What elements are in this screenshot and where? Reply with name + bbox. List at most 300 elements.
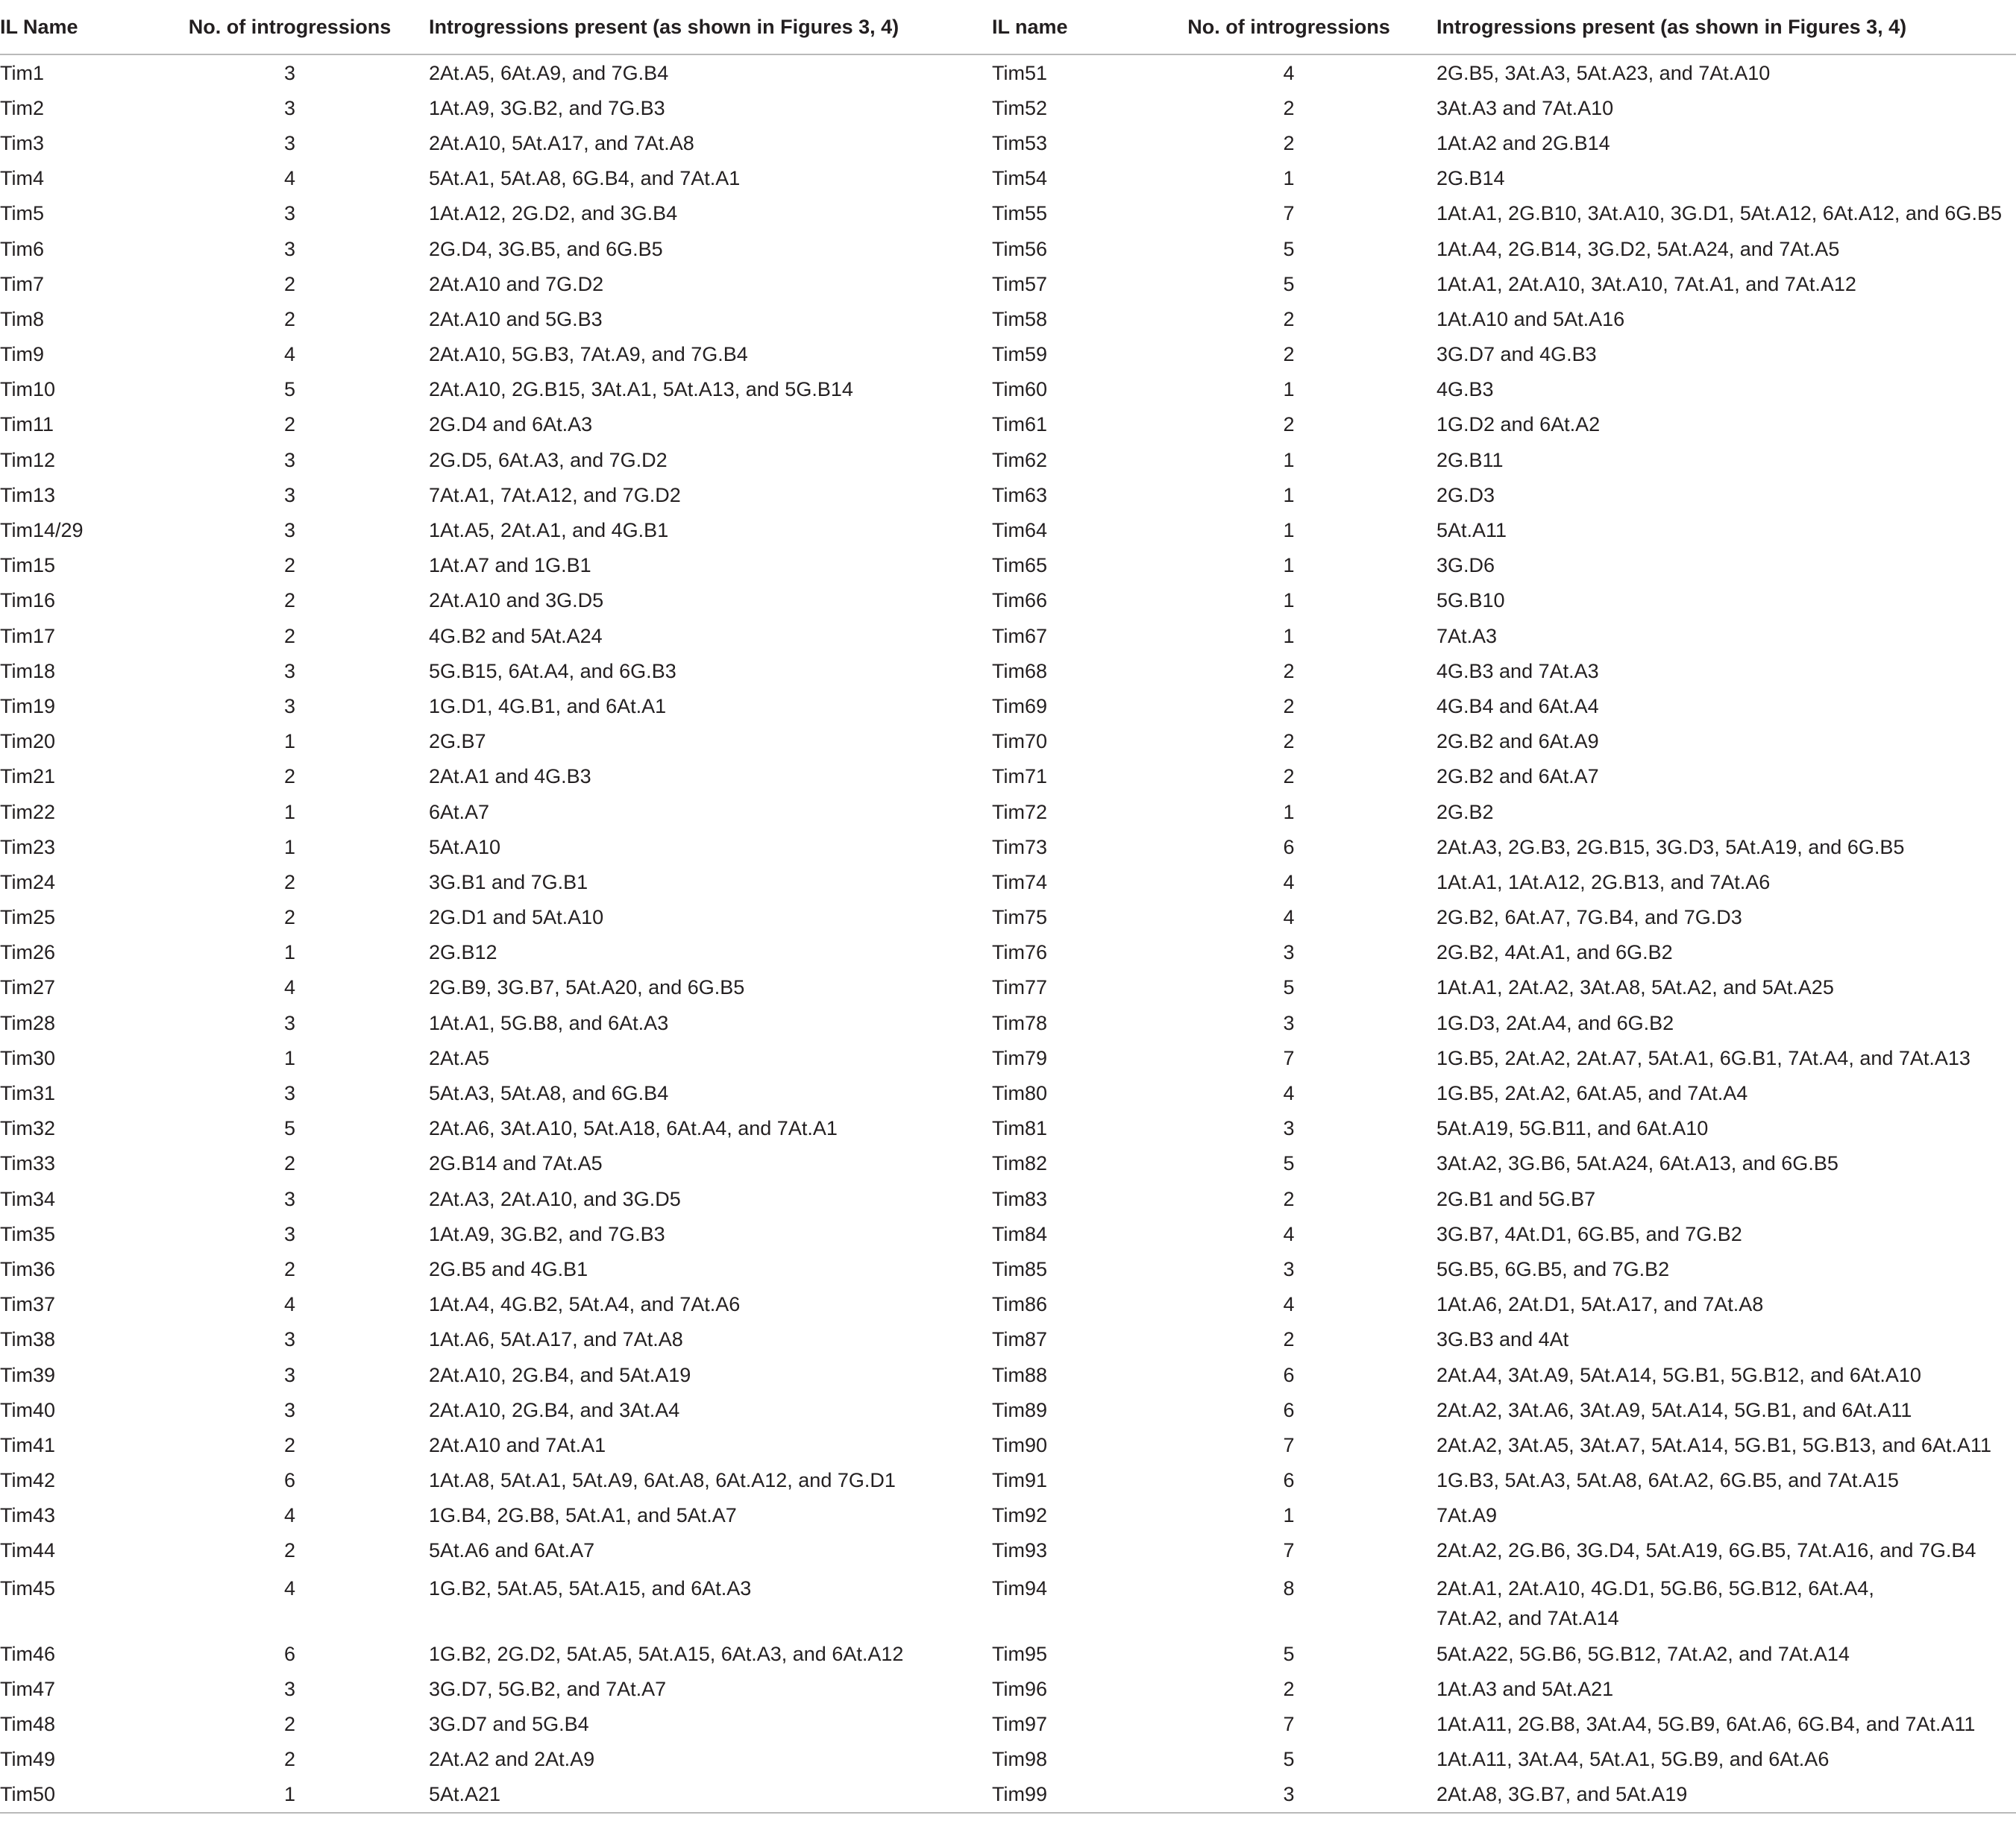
il-name-cell: Tim83 — [992, 1187, 1048, 1210]
il-name-cell: Tim84 — [992, 1222, 1048, 1245]
table-row — [0, 935, 2016, 970]
il-name-cell: Tim92 — [992, 1504, 1048, 1527]
table-row — [0, 1216, 2016, 1251]
table-row — [0, 1357, 2016, 1392]
num-introgressions-cell: 2 — [1283, 307, 1295, 330]
introgressions-cell: 5At.A3, 5At.A8, and 6G.B4 — [429, 1082, 669, 1105]
il-name-cell: Tim62 — [992, 448, 1048, 471]
header-introgressions-present-right: Introgressions present (as shown in Figures 3, 4) — [1436, 0, 2016, 54]
num-introgressions-cell: 3 — [283, 237, 296, 260]
table-body — [0, 54, 2016, 1813]
introgressions-cell: 2At.A2 and 2At.A9 — [429, 1748, 595, 1771]
num-introgressions-cell: 4 — [283, 1504, 296, 1527]
num-introgressions-cell: 2 — [283, 765, 296, 788]
num-introgressions-cell: 4 — [1283, 1222, 1295, 1245]
table-row — [0, 1181, 2016, 1216]
introgressions-cell: 5At.A19, 5G.B11, and 6At.A10 — [1436, 1117, 1709, 1140]
il-name-cell: Tim45 — [0, 1577, 56, 1600]
table-row — [0, 1251, 2016, 1286]
introgressions-cell: 2G.B5, 3At.A3, 5At.A23, and 7At.A10 — [1436, 61, 1771, 84]
introgressions-cell: 3G.D7 and 5G.B4 — [429, 1713, 589, 1736]
table-row — [0, 372, 2016, 407]
introgressions-cell: 1At.A8, 5At.A1, 5At.A9, 6At.A8, 6At.A12, and 7G.D1 — [429, 1469, 896, 1492]
il-name-cell: Tim13 — [0, 483, 56, 506]
il-name-cell: Tim2 — [0, 96, 44, 119]
introgressions-cell: 1At.A6, 5At.A17, and 7At.A8 — [429, 1328, 683, 1351]
num-introgressions-cell: 3 — [283, 96, 296, 119]
il-name-cell: Tim28 — [0, 1011, 56, 1034]
introgressions-cell: 1At.A11, 3At.A4, 5At.A1, 5G.B9, and 6At.A6 — [1436, 1748, 1830, 1771]
introgressions-cell: 2G.B2, 4At.A1, and 6G.B2 — [1436, 941, 1673, 964]
il-name-cell: Tim16 — [0, 589, 56, 612]
il-name-cell: Tim68 — [992, 659, 1048, 682]
table-row — [0, 1427, 2016, 1462]
introgressions-cell: 1At.A5, 2At.A1, and 4G.B1 — [429, 519, 669, 542]
num-introgressions-cell: 3 — [1283, 1257, 1295, 1280]
il-name-cell: Tim19 — [0, 694, 56, 717]
introgressions-cell: 5At.A10 — [429, 835, 501, 858]
table-row — [0, 724, 2016, 759]
table-row — [0, 864, 2016, 899]
introgressions-cell: 5At.A21 — [429, 1777, 992, 1813]
il-name-cell: Tim76 — [992, 941, 1048, 964]
num-introgressions-cell: 2 — [283, 1152, 296, 1175]
introgressions-cell: 1G.B3, 5At.A3, 5At.A8, 6At.A2, 6G.B5, and 7At.A15 — [1436, 1469, 1899, 1492]
il-name-cell: Tim46 — [0, 1642, 56, 1665]
table-row — [0, 1636, 2016, 1671]
il-name-cell: Tim63 — [992, 483, 1048, 506]
num-introgressions-cell: 3 — [1283, 941, 1295, 964]
il-name-cell: Tim82 — [992, 1152, 1048, 1175]
introgressions-cell: 2G.B12 — [429, 941, 497, 964]
introgressions-cell: 3G.B3 and 4At — [1436, 1328, 1569, 1351]
num-introgressions-cell: 7 — [1283, 1539, 1295, 1562]
num-introgressions-cell: 1 — [151, 1777, 429, 1813]
num-introgressions-cell: 2 — [1283, 413, 1295, 436]
num-introgressions-cell: 4 — [1283, 870, 1295, 893]
il-name-cell: Tim78 — [992, 1011, 1048, 1034]
introgressions-cell: 7At.A3 — [1436, 624, 1498, 647]
introgressions-cell: 1At.A10 and 5At.A16 — [1436, 307, 1625, 330]
introgressions-cell: 4G.B4 and 6At.A4 — [1436, 694, 1599, 717]
num-introgressions-cell: 4 — [1283, 906, 1295, 929]
il-name-cell: Tim61 — [992, 413, 1048, 436]
table-row — [0, 548, 2016, 583]
introgressions-cell: 2At.A10 and 7At.A1 — [429, 1433, 606, 1456]
il-name-cell: Tim85 — [992, 1257, 1048, 1280]
introgressions-cell: 3G.B1 and 7G.B1 — [429, 870, 588, 893]
num-introgressions-cell: 3 — [283, 1187, 296, 1210]
num-introgressions-cell: 3 — [1141, 1777, 1436, 1813]
introgressions-cell: 2G.B2 — [1436, 800, 1494, 823]
introgressions-cell: 2G.D1 and 5At.A10 — [429, 906, 604, 929]
introgressions-cell: 2At.A3, 2G.B3, 2G.B15, 3G.D3, 5At.A19, and 6G.B5 — [1436, 835, 1905, 858]
il-name-cell: Tim36 — [0, 1257, 56, 1280]
introgressions-cell — [1436, 1568, 2016, 1636]
num-introgressions-cell: 2 — [283, 624, 296, 647]
il-name-cell: Tim27 — [0, 976, 56, 999]
introgressions-cell: 4G.B3 — [1436, 378, 1494, 401]
introgressions-cell: 2At.A2, 3At.A5, 3At.A7, 5At.A14, 5G.B1, 5G.B13, and 6At.A11 — [1436, 1433, 1991, 1456]
num-introgressions-cell: 2 — [283, 307, 296, 330]
num-introgressions-cell: 6 — [1283, 1363, 1295, 1386]
num-introgressions-cell: 3 — [283, 1398, 296, 1421]
introgressions-cell: 2At.A10, 5At.A17, and 7At.A8 — [429, 131, 694, 154]
table-row — [0, 1392, 2016, 1427]
il-name-cell: Tim37 — [0, 1293, 56, 1316]
num-introgressions-cell: 2 — [1283, 765, 1295, 788]
table-row — [0, 125, 2016, 160]
il-name-cell: Tim34 — [0, 1187, 56, 1210]
num-introgressions-cell: 2 — [283, 906, 296, 929]
num-introgressions-cell: 2 — [283, 1257, 296, 1280]
num-introgressions-cell: 8 — [1283, 1577, 1295, 1600]
il-name-cell: Tim60 — [992, 378, 1048, 401]
il-name-cell: Tim87 — [992, 1328, 1048, 1351]
num-introgressions-cell: 2 — [283, 413, 296, 436]
num-introgressions-cell: 2 — [283, 554, 296, 577]
table-row — [0, 583, 2016, 618]
num-introgressions-cell: 4 — [283, 1577, 296, 1600]
introgressions-cell: 3G.B7, 4At.D1, 6G.B5, and 7G.B2 — [1436, 1222, 1742, 1245]
num-introgressions-cell: 4 — [283, 1293, 296, 1316]
num-introgressions-cell: 2 — [1283, 694, 1295, 717]
il-name-cell: Tim47 — [0, 1677, 56, 1700]
table-row — [0, 1533, 2016, 1568]
header-num-introgressions-left: No. of introgressions — [151, 0, 429, 54]
num-introgressions-cell: 3 — [283, 61, 296, 84]
table-row — [0, 1777, 2016, 1813]
il-name-cell: Tim21 — [0, 765, 56, 788]
num-introgressions-cell: 2 — [1283, 730, 1295, 753]
introgressions-cell: 2G.D3 — [1436, 483, 1495, 506]
num-introgressions-cell: 1 — [283, 941, 296, 964]
il-name-cell: Tim48 — [0, 1713, 56, 1736]
il-name-cell: Tim5 — [0, 202, 44, 225]
introgressions-cell: 7At.A1, 7At.A12, and 7G.D2 — [429, 483, 681, 506]
num-introgressions-cell: 2 — [1283, 343, 1295, 366]
introgressions-cell: 2At.A3, 2At.A10, and 3G.D5 — [429, 1187, 681, 1210]
introgressions-cell: 1At.A7 and 1G.B1 — [429, 554, 591, 577]
introgressions-cell: 2G.B2 and 6At.A9 — [1436, 730, 1599, 753]
il-name-cell: Tim8 — [0, 307, 44, 330]
il-name-cell: Tim4 — [0, 167, 44, 190]
introgressions-cell: 1At.A9, 3G.B2, and 7G.B3 — [429, 96, 665, 119]
num-introgressions-cell: 7 — [1283, 1433, 1295, 1456]
introgressions-cell: 1At.A11, 2G.B8, 3At.A4, 5G.B9, 6At.A6, 6G.B4, and 7At.A11 — [1436, 1713, 1976, 1736]
num-introgressions-cell: 6 — [1283, 1398, 1295, 1421]
num-introgressions-cell: 2 — [283, 272, 296, 295]
il-name-cell: Tim17 — [0, 624, 56, 647]
table-row — [0, 90, 2016, 125]
table-row — [0, 759, 2016, 794]
introgressions-line: 2At.A1, 2At.A10, 4G.D1, 5G.B6, 5G.B12, 6At.A4, — [1436, 1577, 1874, 1600]
table-row — [0, 1742, 2016, 1777]
introgressions-cell: 2At.A1 and 4G.B3 — [429, 765, 591, 788]
il-name-cell: Tim97 — [992, 1713, 1048, 1736]
introgressions-cell: 1At.A1, 2At.A10, 3At.A10, 7At.A1, and 7At.A12 — [1436, 272, 1856, 295]
header-il-name-left: IL Name — [0, 0, 151, 54]
introgressions-cell: 5G.B15, 6At.A4, and 6G.B3 — [429, 659, 676, 682]
il-name-cell: Tim57 — [992, 272, 1048, 295]
num-introgressions-cell: 3 — [283, 448, 296, 471]
il-name-cell: Tim90 — [992, 1433, 1048, 1456]
table-row — [0, 1005, 2016, 1040]
il-name-cell: Tim14/29 — [0, 519, 84, 542]
num-introgressions-cell: 3 — [283, 131, 296, 154]
introgressions-cell: 2At.A10, 2G.B4, and 3At.A4 — [429, 1398, 680, 1421]
num-introgressions-cell: 5 — [1283, 272, 1295, 295]
introgressions-cell: 3G.D7 and 4G.B3 — [1436, 343, 1597, 366]
il-name-cell: Tim6 — [0, 237, 44, 260]
table-row — [0, 1322, 2016, 1357]
table-row — [0, 1463, 2016, 1498]
table-row — [0, 266, 2016, 301]
introgressions-cell: 2At.A2, 2G.B6, 3G.D4, 5At.A19, 6G.B5, 7At.A16, and 7G.B4 — [1436, 1539, 1976, 1562]
il-name-cell: Tim95 — [992, 1642, 1048, 1665]
num-introgressions-cell: 5 — [1283, 976, 1295, 999]
introgressions-cell: 1At.A12, 2G.D2, and 3G.B4 — [429, 202, 678, 225]
num-introgressions-cell: 6 — [1283, 835, 1295, 858]
num-introgressions-cell: 4 — [283, 167, 296, 190]
introgressions-cell: 2At.A10, 5G.B3, 7At.A9, and 7G.B4 — [429, 343, 748, 366]
il-name-cell: Tim35 — [0, 1222, 56, 1245]
introgressions-cell: 2At.A4, 3At.A9, 5At.A14, 5G.B1, 5G.B12, and 6At.A10 — [1436, 1363, 1921, 1386]
introgressions-cell: 1G.B2, 2G.D2, 5At.A5, 5At.A15, 6At.A3, and 6At.A12 — [429, 1642, 904, 1665]
il-name-cell: Tim52 — [992, 96, 1048, 119]
il-name-cell: Tim18 — [0, 659, 56, 682]
introgressions-cell: 2G.B5 and 4G.B1 — [429, 1257, 588, 1280]
num-introgressions-cell: 4 — [1283, 61, 1295, 84]
num-introgressions-cell: 7 — [1283, 1713, 1295, 1736]
introgressions-cell: 1At.A3 and 5At.A21 — [1436, 1677, 1614, 1700]
il-name-cell: Tim7 — [0, 272, 44, 295]
il-name-cell: Tim15 — [0, 554, 56, 577]
il-name-cell: Tim3 — [0, 131, 44, 154]
table-row — [0, 477, 2016, 512]
il-name-cell: Tim11 — [0, 413, 54, 436]
il-name-cell: Tim80 — [992, 1082, 1048, 1105]
introgressions-cell: 2G.B9, 3G.B7, 5At.A20, and 6G.B5 — [429, 976, 745, 999]
num-introgressions-cell: 4 — [283, 976, 296, 999]
introgressions-cell: 2At.A10 and 5G.B3 — [429, 307, 603, 330]
il-name-cell: Tim96 — [992, 1677, 1048, 1700]
table-row — [0, 1568, 2016, 1636]
table-row — [0, 407, 2016, 442]
introgressions-cell: 3G.D6 — [1436, 554, 1495, 577]
num-introgressions-cell: 5 — [1283, 1642, 1295, 1665]
table-row — [0, 301, 2016, 336]
num-introgressions-cell: 2 — [1283, 1677, 1295, 1700]
num-introgressions-cell: 1 — [283, 835, 296, 858]
il-name-cell: Tim70 — [992, 730, 1048, 753]
il-name-cell: Tim50 — [0, 1777, 151, 1813]
il-name-cell: Tim49 — [0, 1748, 56, 1771]
num-introgressions-cell: 1 — [1283, 483, 1295, 506]
table-row — [0, 1075, 2016, 1110]
num-introgressions-cell: 2 — [283, 589, 296, 612]
introgressions-cell: 5At.A22, 5G.B6, 5G.B12, 7At.A2, and 7At.A14 — [1436, 1642, 1850, 1665]
il-name-cell: Tim74 — [992, 870, 1048, 893]
introgressions-cell: 2At.A6, 3At.A10, 5At.A18, 6At.A4, and 7At.A1 — [429, 1117, 838, 1140]
num-introgressions-cell: 2 — [1283, 1187, 1295, 1210]
il-name-cell: Tim39 — [0, 1363, 56, 1386]
il-name-cell: Tim69 — [992, 694, 1048, 717]
introgressions-cell: 7At.A9 — [1436, 1504, 1498, 1527]
table-row — [0, 161, 2016, 196]
il-name-cell: Tim94 — [992, 1577, 1048, 1600]
introgressions-cell: 1G.B5, 2At.A2, 2At.A7, 5At.A1, 6G.B1, 7At.A4, and 7At.A13 — [1436, 1046, 1971, 1069]
introgressions-cell: 5G.B5, 6G.B5, and 7G.B2 — [1436, 1257, 1670, 1280]
num-introgressions-cell: 3 — [283, 519, 296, 542]
introgressions-cell: 1At.A2 and 2G.B14 — [1436, 131, 1610, 154]
introgressions-cell: 1G.D2 and 6At.A2 — [1436, 413, 1601, 436]
header-il-name-right: IL name — [992, 0, 1141, 54]
introgressions-cell: 2G.B11 — [1436, 448, 1504, 471]
num-introgressions-cell: 6 — [283, 1469, 296, 1492]
num-introgressions-cell: 3 — [283, 1677, 296, 1700]
table-row — [0, 1287, 2016, 1322]
introgressions-cell: 6At.A7 — [429, 800, 490, 823]
num-introgressions-cell: 5 — [283, 1117, 296, 1140]
table-row — [0, 653, 2016, 688]
il-name-cell: Tim55 — [992, 202, 1048, 225]
introgressions-cell: 2G.B2, 6At.A7, 7G.B4, and 7G.D3 — [1436, 906, 1742, 929]
il-name-cell: Tim22 — [0, 800, 56, 823]
introgressions-cell: 2G.D5, 6At.A3, and 7G.D2 — [429, 448, 668, 471]
table-row — [0, 231, 2016, 266]
il-name-cell: Tim73 — [992, 835, 1048, 858]
num-introgressions-cell: 3 — [283, 483, 296, 506]
introgressions-cell: 2At.A10 and 7G.D2 — [429, 272, 604, 295]
introgressions-cell: 1At.A9, 3G.B2, and 7G.B3 — [429, 1222, 665, 1245]
il-name-cell: Tim75 — [992, 906, 1048, 929]
introgressions-cell: 5G.B10 — [1436, 589, 1505, 612]
table-header-row — [0, 0, 2016, 54]
introgressions-cell: 1G.D3, 2At.A4, and 6G.B2 — [1436, 1011, 1674, 1034]
num-introgressions-cell: 1 — [1283, 378, 1295, 401]
num-introgressions-cell: 3 — [283, 1328, 296, 1351]
num-introgressions-cell: 1 — [1283, 800, 1295, 823]
num-introgressions-cell: 7 — [1283, 1046, 1295, 1069]
introgressions-cell: 2G.B14 — [1436, 167, 1505, 190]
num-introgressions-cell: 2 — [283, 1748, 296, 1771]
num-introgressions-cell: 2 — [1283, 131, 1295, 154]
introgressions-cell: 4G.B2 and 5At.A24 — [429, 624, 603, 647]
il-name-cell: Tim38 — [0, 1328, 56, 1351]
il-name-cell: Tim31 — [0, 1082, 56, 1105]
introgressions-cell: 2G.B1 and 5G.B7 — [1436, 1187, 1596, 1210]
introgressions-cell: 2G.D4, 3G.B5, and 6G.B5 — [429, 237, 663, 260]
num-introgressions-cell: 5 — [1283, 1748, 1295, 1771]
introgressions-cell: 2At.A8, 3G.B7, and 5At.A19 — [1436, 1777, 2016, 1813]
table-row — [0, 1111, 2016, 1146]
introgressions-cell: 5At.A6 and 6At.A7 — [429, 1539, 595, 1562]
table-row — [0, 900, 2016, 935]
num-introgressions-cell: 1 — [283, 1046, 296, 1069]
il-name-cell: Tim91 — [992, 1469, 1048, 1492]
il-name-cell: Tim12 — [0, 448, 56, 471]
il-name-cell: Tim93 — [992, 1539, 1048, 1562]
il-name-cell: Tim32 — [0, 1117, 56, 1140]
table-row — [0, 442, 2016, 477]
num-introgressions-cell: 5 — [1283, 237, 1295, 260]
table-row — [0, 54, 2016, 90]
introgressions-cell: 2At.A10, 2G.B15, 3At.A1, 5At.A13, and 5G.B14 — [429, 378, 853, 401]
introgressions-cell: 2At.A5 — [429, 1046, 490, 1069]
introgressions-cell: 3G.D7, 5G.B2, and 7At.A7 — [429, 1677, 667, 1700]
introgressions-cell: 2G.D4 and 6At.A3 — [429, 413, 593, 436]
introgressions-cell: 1G.B5, 2At.A2, 6At.A5, and 7At.A4 — [1436, 1082, 1748, 1105]
num-introgressions-cell: 1 — [1283, 167, 1295, 190]
introgressions-cell: 1G.B4, 2G.B8, 5At.A1, and 5At.A7 — [429, 1504, 737, 1527]
introgressions-cell: 5At.A11 — [1436, 519, 1507, 542]
num-introgressions-cell: 1 — [1283, 519, 1295, 542]
il-name-cell: Tim43 — [0, 1504, 56, 1527]
il-name-cell: Tim26 — [0, 941, 56, 964]
introgressions-cell: 3At.A3 and 7At.A10 — [1436, 96, 1614, 119]
il-name-cell: Tim67 — [992, 624, 1048, 647]
num-introgressions-cell: 3 — [283, 1363, 296, 1386]
il-name-cell: Tim24 — [0, 870, 56, 893]
il-name-cell: Tim53 — [992, 131, 1048, 154]
il-name-cell: Tim30 — [0, 1046, 56, 1069]
introgressions-cell: 5At.A1, 5At.A8, 6G.B4, and 7At.A1 — [429, 167, 741, 190]
introgressions-cell: 2At.A5, 6At.A9, and 7G.B4 — [429, 61, 669, 84]
introgressions-cell: 2G.B2 and 6At.A7 — [1436, 765, 1599, 788]
table-row — [0, 688, 2016, 723]
table-row — [0, 970, 2016, 1005]
il-name-cell: Tim58 — [992, 307, 1048, 330]
il-name-cell: Tim88 — [992, 1363, 1048, 1386]
table-row — [0, 794, 2016, 829]
introgressions-cell: 1G.D1, 4G.B1, and 6At.A1 — [429, 694, 667, 717]
num-introgressions-cell: 1 — [283, 730, 296, 753]
il-name-cell: Tim42 — [0, 1469, 56, 1492]
num-introgressions-cell: 5 — [283, 378, 296, 401]
num-introgressions-cell: 6 — [283, 1642, 296, 1665]
il-name-cell: Tim41 — [0, 1433, 56, 1456]
table-row — [0, 1146, 2016, 1181]
il-name-cell: Tim89 — [992, 1398, 1048, 1421]
num-introgressions-cell: 1 — [1283, 589, 1295, 612]
num-introgressions-cell: 1 — [1283, 448, 1295, 471]
il-name-cell: Tim86 — [992, 1293, 1048, 1316]
num-introgressions-cell: 1 — [1283, 624, 1295, 647]
il-name-cell: Tim64 — [992, 519, 1048, 542]
il-name-cell: Tim79 — [992, 1046, 1048, 1069]
il-name-cell: Tim56 — [992, 237, 1048, 260]
il-name-cell: Tim1 — [0, 61, 44, 84]
il-name-cell: Tim66 — [992, 589, 1048, 612]
introgressions-cell: 1G.B2, 5At.A5, 5At.A15, and 6At.A3 — [429, 1577, 752, 1600]
num-introgressions-cell: 4 — [1283, 1082, 1295, 1105]
table-row — [0, 1671, 2016, 1706]
num-introgressions-cell: 3 — [283, 694, 296, 717]
num-introgressions-cell: 2 — [283, 1713, 296, 1736]
num-introgressions-cell: 1 — [283, 800, 296, 823]
introgressions-cell: 1At.A1, 5G.B8, and 6At.A3 — [429, 1011, 669, 1034]
num-introgressions-cell: 6 — [1283, 1469, 1295, 1492]
header-num-introgressions-right: No. of introgressions — [1141, 0, 1436, 54]
introgressions-cell: 1At.A4, 2G.B14, 3G.D2, 5At.A24, and 7At.A5 — [1436, 237, 1840, 260]
il-name-cell: Tim44 — [0, 1539, 56, 1562]
introgressions-cell: 1At.A1, 2At.A2, 3At.A8, 5At.A2, and 5At.A25 — [1436, 976, 1834, 999]
num-introgressions-cell: 4 — [1283, 1293, 1295, 1316]
introgressions-cell: 3At.A2, 3G.B6, 5At.A24, 6At.A13, and 6G.B5 — [1436, 1152, 1838, 1175]
num-introgressions-cell: 7 — [1283, 202, 1295, 225]
num-introgressions-cell: 3 — [283, 659, 296, 682]
